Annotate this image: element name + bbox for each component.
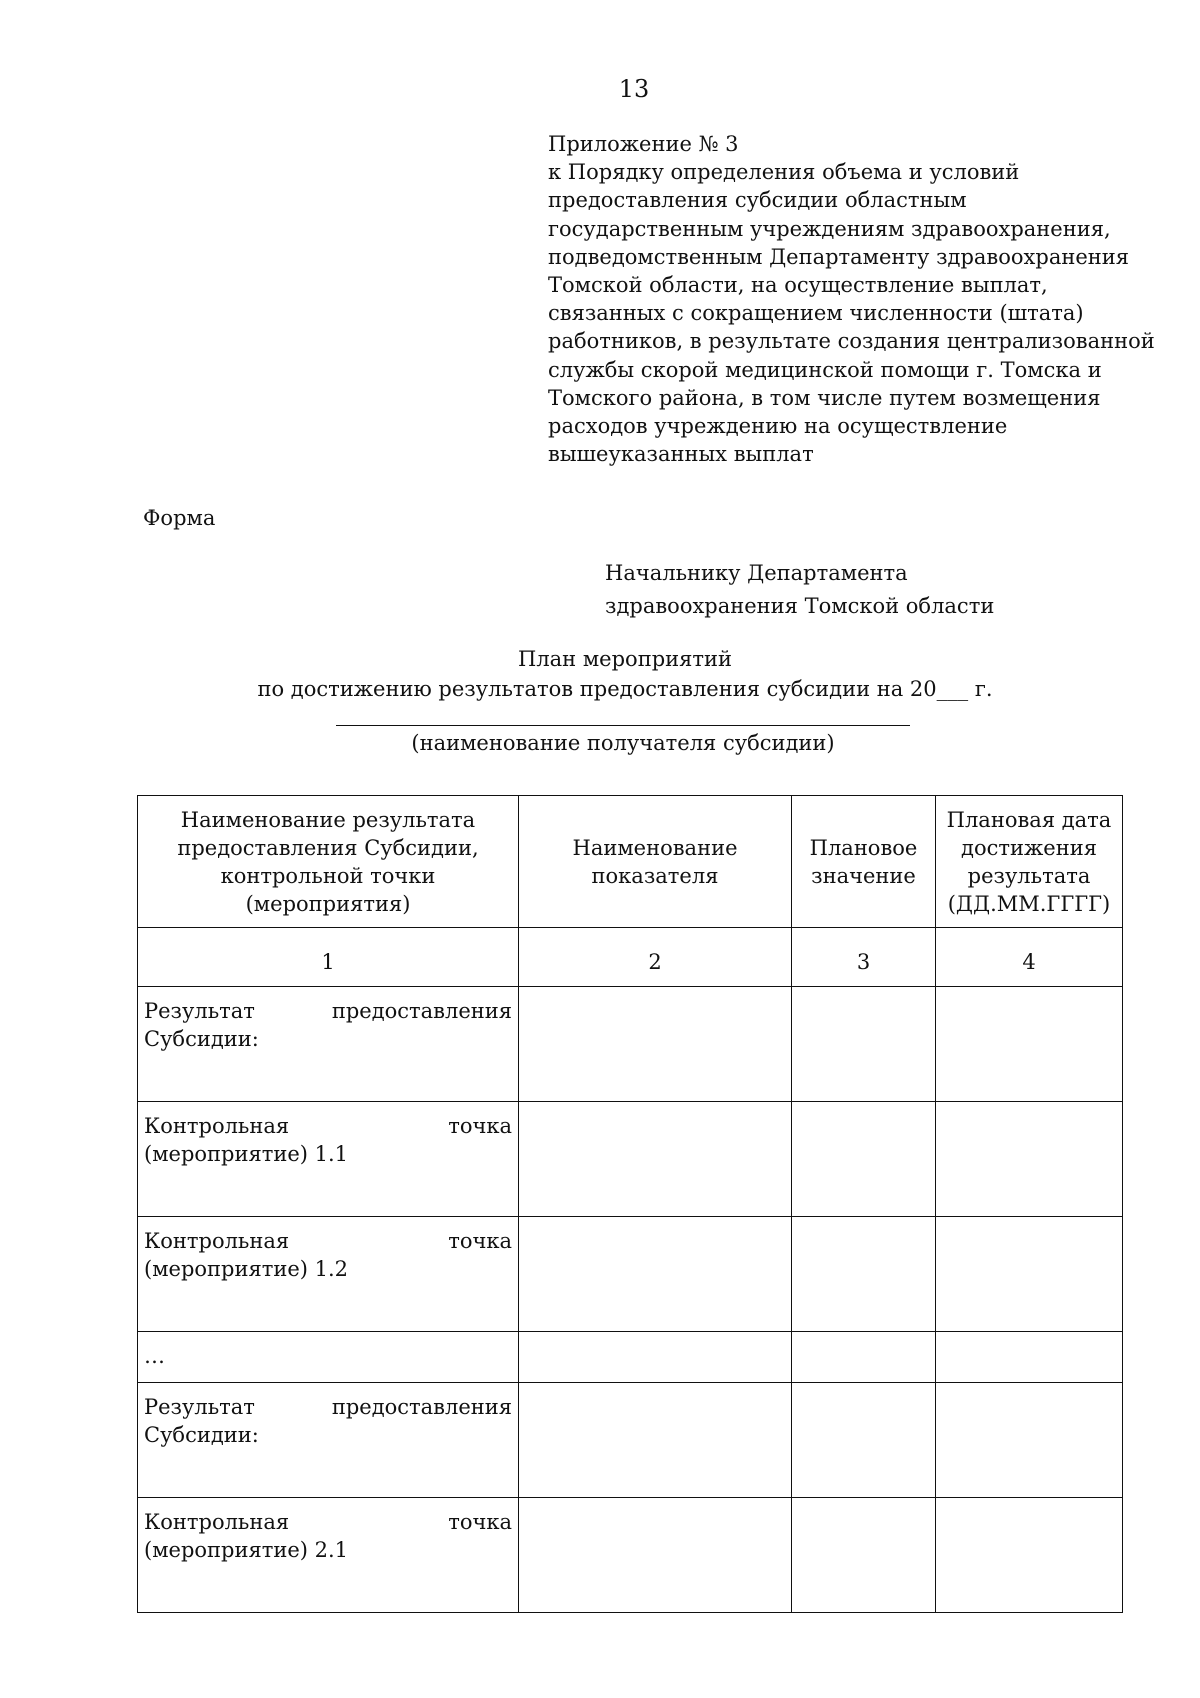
appendix-line: Приложение № 3 <box>548 132 739 156</box>
empty-cell <box>936 1217 1123 1332</box>
plan-table <box>137 795 1123 1613</box>
empty-cell <box>792 1498 936 1613</box>
appendix-line: службы скорой медицинской помощи г. Томска и <box>548 357 1102 382</box>
appendix-line: связанных с сокращением численности (штата) <box>548 301 1084 326</box>
empty-cell <box>936 987 1123 1102</box>
empty-cell <box>519 1217 792 1332</box>
page-number: 13 <box>618 75 650 103</box>
appendix-line: подведомственным Департаменту здравоохранения <box>548 244 1130 269</box>
empty-cell <box>519 1102 792 1217</box>
empty-cell <box>936 1332 1123 1383</box>
table-header-row <box>138 796 1123 928</box>
appendix-header <box>548 130 1155 468</box>
empty-cell <box>936 1102 1123 1217</box>
plan-title: План мероприятий <box>518 647 732 671</box>
header-result-name: Наименование результата предоставления Субсидии, контрольной точки (мероприятия) <box>138 796 519 928</box>
checkpoint-cell: Контрольная точка (мероприятие) 1.2 <box>138 1217 519 1332</box>
addressee-block <box>605 557 994 623</box>
plan-title-block <box>0 644 1200 704</box>
result-cell <box>138 1383 519 1498</box>
appendix-line: работников, в результате создания централизованной <box>548 329 1155 354</box>
column-number: 4 <box>936 928 1123 987</box>
result-word: Субсидии: <box>144 1423 259 1447</box>
appendix-line: государственным учреждениям здравоохранения, <box>548 216 1111 241</box>
result-word: Результат <box>144 1395 255 1419</box>
table-row <box>138 1383 1123 1498</box>
checkpoint-cell: Контрольная точка (мероприятие) 2.1 <box>138 1498 519 1613</box>
empty-cell <box>519 1383 792 1498</box>
column-number: 1 <box>138 928 519 987</box>
table-row <box>138 1498 1123 1613</box>
column-number-row <box>138 928 1123 987</box>
checkpoint-cell: Контрольная точка (мероприятие) 1.1 <box>138 1102 519 1217</box>
addressee-line-2: здравоохранения Томской области <box>605 594 995 618</box>
result-word: предоставления <box>331 999 512 1023</box>
empty-cell <box>792 1217 936 1332</box>
header-planned-value: Плановое значение <box>792 796 936 928</box>
result-word: Субсидии: <box>144 1027 259 1051</box>
empty-cell <box>792 1102 936 1217</box>
table-row <box>138 1102 1123 1217</box>
column-number: 3 <box>792 928 936 987</box>
header-indicator-name: Наименование показателя <box>519 796 792 928</box>
empty-cell <box>792 987 936 1102</box>
plan-subtitle: по достижению результатов предоставления субсидии на 20___ г. <box>257 677 993 701</box>
header-planned-date: Плановая дата достижения результата (ДД.ММ.ГГГГ) <box>936 796 1123 928</box>
empty-cell <box>519 1498 792 1613</box>
ellipsis-cell: … <box>138 1332 519 1383</box>
recipient-name-line <box>336 725 910 726</box>
appendix-line: Томской области, на осуществление выплат, <box>548 273 1048 298</box>
column-number: 2 <box>519 928 792 987</box>
appendix-line: расходов учреждению на осуществление <box>548 414 1008 439</box>
empty-cell <box>792 1383 936 1498</box>
appendix-line: Томского района, в том числе путем возмещения <box>548 385 1101 410</box>
appendix-line: вышеуказанных выплат <box>548 442 814 467</box>
appendix-line: предоставления субсидии областным <box>548 188 967 213</box>
result-word: предоставления <box>331 1395 512 1419</box>
result-word: Результат <box>144 999 255 1023</box>
recipient-caption: (наименование получателя субсидии) <box>411 731 835 755</box>
table-row <box>138 987 1123 1102</box>
form-label: Форма <box>143 506 216 530</box>
empty-cell <box>936 1383 1123 1498</box>
empty-cell <box>792 1332 936 1383</box>
table-row <box>138 1332 1123 1383</box>
empty-cell <box>519 1332 792 1383</box>
result-cell <box>138 987 519 1102</box>
addressee-line-1: Начальнику Департамента <box>605 561 908 585</box>
empty-cell <box>519 987 792 1102</box>
empty-cell <box>936 1498 1123 1613</box>
table-row <box>138 1217 1123 1332</box>
appendix-line: к Порядку определения объема и условий <box>548 160 1020 185</box>
